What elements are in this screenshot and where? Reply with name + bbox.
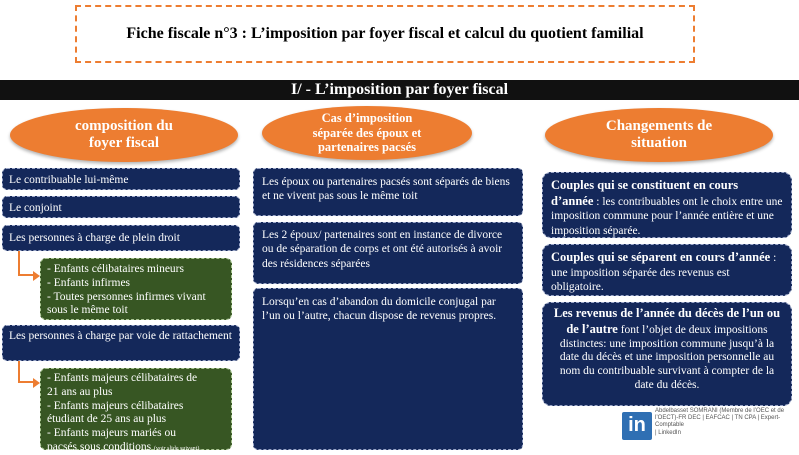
- col1-item-rattachement: Les personnes à charge par voie de rattachement: [2, 325, 240, 361]
- group2-line: étudiant de 25 ans au plus: [47, 413, 167, 426]
- group2-line: - Enfants majeurs mariés ou: [47, 427, 177, 440]
- author-credit: [655, 408, 795, 437]
- col3-box-deces: [542, 302, 792, 406]
- col1-header-line1: composition du: [75, 117, 173, 134]
- group1-line: - Enfants infirmes: [47, 276, 131, 289]
- group2-note: (voir slide suivant).: [154, 445, 201, 452]
- col3-box2-bold: Couples qui se séparent en cours d’année: [551, 250, 771, 264]
- col1-item-plein-droit: Les personnes à charge de plein droit: [2, 225, 240, 251]
- credit-line: Abdelbasset SOMRANI (Membre de l’OEC et de: [655, 408, 785, 414]
- group1-line: sous le même toit: [47, 304, 128, 317]
- credit-link[interactable]: | LinkedIn: [655, 429, 681, 436]
- group1-line: - Enfants célibataires mineurs: [47, 263, 184, 275]
- arrow-right-icon: [33, 378, 40, 388]
- group2-line: 21 ans au plus: [47, 385, 113, 398]
- col1-item-conjoint: Le conjoint: [2, 196, 240, 218]
- col2-header-line3: partenaires pacsés: [317, 140, 416, 155]
- connector-1: [18, 251, 34, 276]
- col3-header-line2: situation: [631, 135, 687, 151]
- col1-header: [10, 108, 238, 162]
- credit-line: l’OECT)-FR DEC | EAFCAC | TN CPA | Expert-Comptable: [655, 415, 781, 429]
- connector-2: [18, 361, 34, 383]
- col3-box-constituent: [542, 172, 792, 238]
- col2-header-line2: séparée des époux et: [312, 125, 422, 140]
- arrow-right-icon: [33, 271, 40, 281]
- col3-box-separent: [542, 244, 792, 296]
- col3-box1-bold: Couples qui se constituent en cours d’année: [551, 178, 739, 208]
- col3-box2-text: : une imposition séparée des revenus est obligatoire.: [551, 252, 777, 293]
- col1-group-plein-droit: [40, 258, 232, 320]
- col3-header: [545, 108, 773, 162]
- col3-box3-text: font l’objet de deux impositions distinctes: une imposition commune jusqu’à la date du décès et une imposition personnelle au nom du contribuable survivant à compter de la date du décès.: [559, 323, 775, 391]
- col3-header-line1: Changements de: [605, 117, 713, 134]
- group2-line: - Enfants majeurs célibataires de: [47, 372, 198, 384]
- col2-header-line1: Cas d’imposition: [321, 111, 413, 126]
- section-title: I/ - L’imposition par foyer fiscal: [0, 80, 799, 100]
- page-title: Fiche fiscale n°3 : L’imposition par foyer fiscal et calcul du quotient familial: [126, 25, 644, 42]
- group2-line: pacsés sous conditions: [47, 440, 152, 453]
- group1-line: - Toutes personnes infirmes vivant: [47, 290, 206, 303]
- col3-box3-bold: Les revenus de l’année du décès de l’un ou de l’autre: [553, 306, 781, 336]
- col1-header-line2: foyer fiscal: [88, 135, 160, 151]
- col1-item-contribuable: Le contribuable lui-même: [2, 168, 240, 190]
- group2-line: - Enfants majeurs célibataires: [47, 399, 184, 412]
- col2-header: [262, 106, 472, 160]
- col2-paragraph-2: Les 2 époux/ partenaires sont en instance de divorce ou de séparation de corps et ont été autorisés à avoir des résidences séparées: [253, 222, 523, 284]
- col1-group-rattachement: [40, 368, 232, 453]
- title-box: [75, 5, 695, 63]
- col3-box1-text: : les contribuables ont le choix entre une imposition commune pour l’année entière et une imposition séparée.: [551, 195, 783, 237]
- linkedin-logo-icon: in: [622, 412, 652, 440]
- col2-paragraph-1: Les époux ou partenaires pacsés sont séparés de biens et ne vivent pas sous le même toit: [253, 168, 523, 216]
- col2-paragraph-3: Lorsqu’en cas d’abandon du domicile conjugal par l’un ou l’autre, chacun dispose de revenus propres.: [253, 288, 523, 450]
